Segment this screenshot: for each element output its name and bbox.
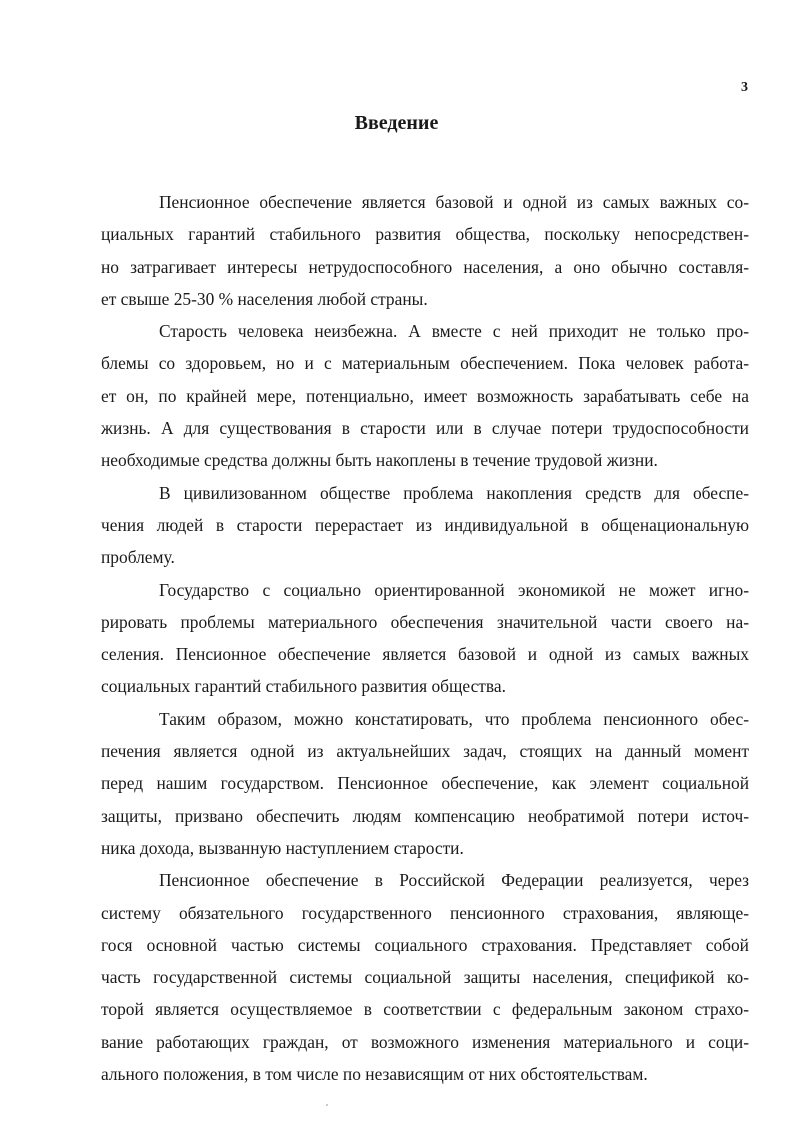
text-line: социальных гарантий стабильного развития общества. [101, 676, 506, 697]
page-title: Введение [354, 112, 439, 134]
text-line: рировать проблемы материального обеспечения значительной части своего на- [101, 611, 749, 632]
text-line: чения людей в старости перерастает из индивидуальной в общенациональную [101, 514, 749, 535]
text-line: Пенсионное обеспечение в Российской Федерации реализуется, через [159, 870, 749, 891]
text-line: часть государственной системы социальной защиты населения, спецификой ко- [101, 967, 749, 988]
text-line: торой является осуществляемое в соответствии с федеральным законом страхо- [101, 999, 749, 1020]
text-line: Таким образом, можно констатировать, что проблема пенсионного обес- [159, 708, 749, 729]
text-line: защиты, призвано обеспечить людям компенсацию необратимой потери источ- [101, 805, 749, 826]
document-body [101, 186, 749, 1090]
text-line: проблему. [101, 547, 175, 568]
text-line: Пенсионное обеспечение является базовой и одной из самых важных со- [159, 192, 749, 212]
text-line: Государство с социально ориентированной экономикой не может игно- [159, 579, 749, 600]
text-line: ет свыше 25-30 % населения любой страны. [101, 288, 428, 309]
text-line: гося основной частью системы социального страхования. Представляет собой [101, 934, 749, 955]
page-number: 3 [741, 80, 748, 95]
text-line: В цивилизованном обществе проблема накопления средств для обеспе- [159, 482, 749, 503]
paragraph [101, 186, 749, 315]
text-line: селения. Пенсионное обеспечение является базовой и одной из самых важных [101, 644, 749, 665]
paragraph [101, 703, 749, 864]
text-line: перед нашим государством. Пенсионное обеспечение, как элемент социальной [101, 773, 749, 794]
text-line: ника дохода, вызванную наступлением старости. [101, 837, 464, 858]
paragraph [101, 864, 749, 1090]
paragraph [101, 574, 749, 703]
text-line: но затрагивает интересы нетрудоспособного населения, а оно обычно составля- [101, 256, 749, 277]
text-line: ального положения, в том числе по независящим от них обстоятельствам. [101, 1064, 648, 1085]
text-line: печения является одной из актуальнейших задач, стоящих на данный момент [101, 741, 749, 762]
text-line: жизнь. А для существования в старости или в случае потери трудоспособности [101, 418, 749, 439]
paragraph [101, 477, 749, 574]
text-line: циальных гарантий стабильного развития общества, поскольку непосредствен- [101, 224, 749, 245]
text-line: необходимые средства должны быть накоплены в течение трудовой жизни. [101, 450, 658, 471]
paragraph [101, 315, 749, 476]
text-line: вание работающих граждан, от возможного изменения материального и соци- [101, 1031, 749, 1052]
text-line: ет он, по крайней мере, потенциально, имеет возможность зарабатывать себе на [101, 385, 749, 406]
text-line: блемы со здоровьем, но и с материальным обеспечением. Пока человек работа- [101, 353, 749, 374]
scan-speck [326, 1104, 328, 1106]
text-line: систему обязательного государственного пенсионного страхования, являюще- [101, 902, 749, 923]
text-line: Старость человека неизбежна. А вместе с ней приходит не только про- [159, 321, 749, 342]
